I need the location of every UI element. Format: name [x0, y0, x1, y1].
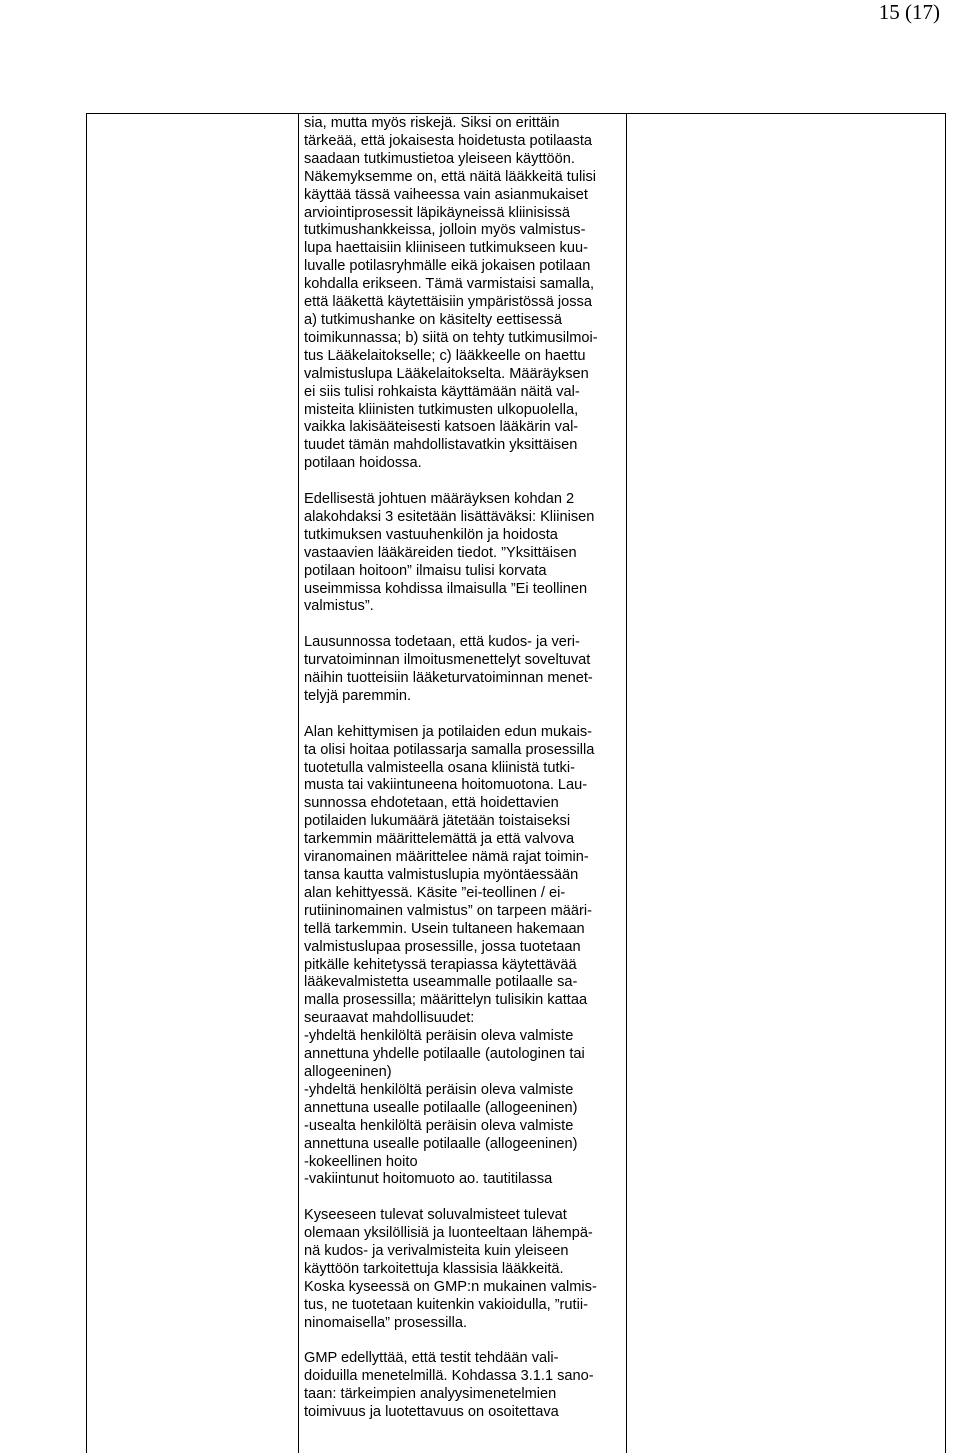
column-divider-right	[626, 113, 627, 1453]
paragraph-spacer	[304, 616, 626, 634]
column-divider-left	[298, 113, 299, 1453]
paragraph-spacer	[304, 473, 626, 491]
table-cell-middle	[304, 115, 626, 1422]
paragraph-4: Alan kehittymisen ja potilaiden edun mukais- ta olisi hoitaa potilassarja samalla prosessilla tuotetulla valmisteella osana kliinistä tutki- musta tai vakiintuneena hoitomuotona. Lau- sunnossa ehdotetaan, että hoidettavien potilaiden lukumäärä jätetään toistaiseksi tarkemmin määrittelemättä ja että valvova viranomainen määrittelee nämä rajat toimin- tansa kautta valmistuslupia myöntäessään alan kehittyessä. Käsite ”ei-teollinen / ei- rutiininomainen valmistus” on tarpeen määri- tellä tarkemmin. Usein tultaneen hakemaan valmistuslupaa prosessille, jossa tuotetaan pitkälle kehitetyssä terapiassa käytettävää lääkevalmistetta useammalle potilaalle sa- malla prosessilla; määrittelyn tulisikin kattaa seuraavat mahdollisuudet: -yhdeltä henkilöltä peräisin oleva valmiste annettuna yhdelle potilaalle (autologinen tai allogeeninen) -yhdeltä henkilöltä peräisin oleva valmiste annettuna usealle potilaalle (allogeeninen) -usealta henkilöltä peräisin oleva valmiste annettuna usealle potilaalle (allogeeninen) -kokeellinen hoito -vakiintunut hoitomuoto ao. tautitilassa	[304, 723, 595, 1188]
page-number: 15 (17)	[878, 0, 940, 24]
paragraph-spacer	[304, 1333, 626, 1351]
paragraph-spacer	[304, 1189, 626, 1207]
paragraph-1: sia, mutta myös riskejä. Siksi on erittäin tärkeää, että jokaisesta hoidetusta potilaasta saadaan tutkimustietoa yleiseen käyttöön. Näkemyksemme on, että näitä lääkkeitä tulisi käyttää tässä vaiheessa vain asianmukaiset arviointiprosessit läpikäyneissä kliinisissä tutkimushankkeissa, jolloin myös valmistus- lupa haettaisiin kliiniseen tutkimukseen kuu- luvalle potilasryhmälle eikä jokaisen potilaan kohdalla erikseen. Tämä varmistaisi samalla, että lääkettä käytettäisiin ympäristössä jossa a) tutkimushanke on käsitelty eettisessä toimikunnassa; b) siitä on tehty tutkimusilmoi- tus Lääkelaitokselle; c) lääkkeelle on haettu valmistuslupa Lääkelaitokselta. Määräyksen ei siis tulisi rohkaista käyttämään näitä val- misteita kliinisten tutkimusten ulkopuolella, vaikka lakisääteisesti katsoen lääkärin val- tuudet tämän mahdollistavatkin yksittäisen potilaan hoidossa.	[304, 115, 598, 472]
paragraph-2: Edellisestä johtuen määräyksen kohdan 2 alakohdaksi 3 esitetään lisättäväksi: Kliinisen tutkimuksen vastuuhenkilön ja hoidosta vastaavien lääkäreiden tiedot. ”Yksittäisen potilaan hoitoon” ilmaisu tulisi korvata useimmissa kohdissa ilmaisulla ”Ei teollinen valmistus”.	[304, 491, 595, 615]
document-table	[86, 113, 948, 1453]
paragraph-spacer	[304, 706, 626, 724]
paragraph-5: Kyseeseen tulevat soluvalmisteet tulevat olemaan yksilöllisiä ja luonteeltaan lähempä- nä kudos- ja verivalmisteita kuin yleiseen käyttöön tarkoitettuja klassisia lääkkeitä. Koska kyseessä on GMP:n mukainen valmis- tus, ne tuotetaan kuitenkin vakioidulla, ”rutii- ninomaisella” prosessilla.	[304, 1207, 597, 1331]
paragraph-6: GMP edellyttää, että testit tehdään vali- doiduilla menetelmillä. Kohdassa 3.1.1 sano- taan: tärkeimpien analyysimenetelmien toimivuus ja luotettavuus on osoitettava	[304, 1350, 594, 1421]
paragraph-3: Lausunnossa todetaan, että kudos- ja veri- turvatoiminnan ilmoitusmenettelyt soveltuvat näihin tuotteisiin lääketurvatoiminnan menet- telyjä paremmin.	[304, 634, 593, 704]
